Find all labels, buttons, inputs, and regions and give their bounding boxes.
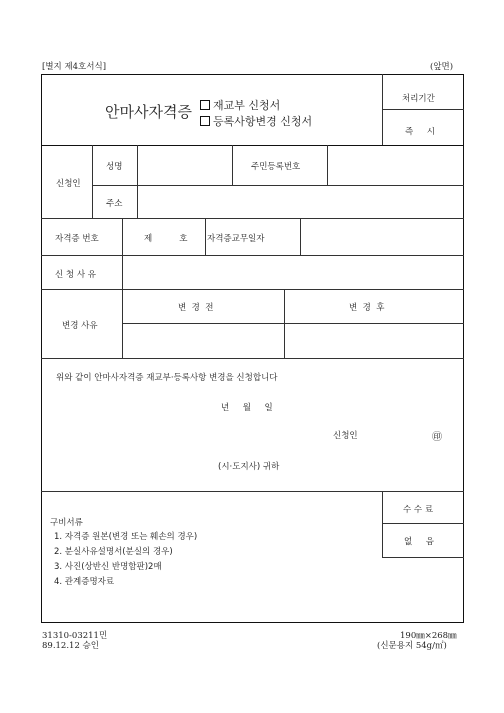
checkbox-icon (200, 100, 210, 110)
application-reason-label: 신 청 사 유 (55, 270, 96, 280)
form-number: [별지 제4호서식] (42, 62, 107, 72)
document-item: 4. 관계증명자료 (54, 577, 115, 587)
name-label: 성명 (106, 162, 123, 172)
license-number-label: 자격증 번호 (55, 234, 99, 244)
applicant-signature-label: 신청인 (333, 431, 358, 441)
option-reissue: 재교부 신청서 (200, 98, 280, 113)
recipient: (시·도지사) 귀하 (218, 462, 280, 472)
paper-type: (신문용지 54g/㎡) (377, 641, 447, 651)
required-documents-title: 구비서류 (50, 518, 83, 528)
declaration-statement: 위와 같이 안마사자격증 재교부·등록사항 변경을 신청합니다 (56, 373, 278, 383)
seal-mark: ㊞ (432, 432, 442, 443)
date-field: 년 월 일 (221, 403, 273, 413)
document-item: 1. 자격증 원본(변경 또는 훼손의 경우) (54, 532, 198, 542)
fee-label: 수 수 료 (403, 505, 434, 515)
checkbox-icon (200, 116, 210, 126)
form-code: 31310-03211민 (42, 631, 108, 641)
processing-period-value: 즉 시 (405, 127, 435, 137)
form-title: 안마사자격증 (105, 103, 192, 121)
change-reason-label: 변경 사유 (62, 321, 98, 331)
applicant-label: 신청인 (56, 179, 81, 189)
paper-size: 190㎜×268㎜ (400, 631, 457, 641)
approval-date: 89.12.12 승인 (42, 641, 99, 651)
document-item: 3. 사진(상반신 반명함판)2매 (54, 562, 162, 572)
address-label: 주소 (106, 199, 123, 209)
before-change-label: 변 경 전 (178, 303, 214, 313)
option-change: 등록사항변경 신청서 (200, 114, 312, 129)
after-change-label: 변 경 후 (349, 303, 385, 313)
fee-value: 없 음 (404, 537, 434, 547)
document-item: 2. 분실사유설명서(분실의 경우) (54, 547, 173, 557)
license-issue-date-label: 자격증교무일자 (207, 234, 265, 244)
page-side-label: (앞면) (430, 62, 454, 72)
processing-period-label: 처리기간 (402, 94, 435, 104)
license-number-value: 제 호 (144, 234, 188, 244)
resident-number-label: 주민등록번호 (251, 162, 301, 172)
